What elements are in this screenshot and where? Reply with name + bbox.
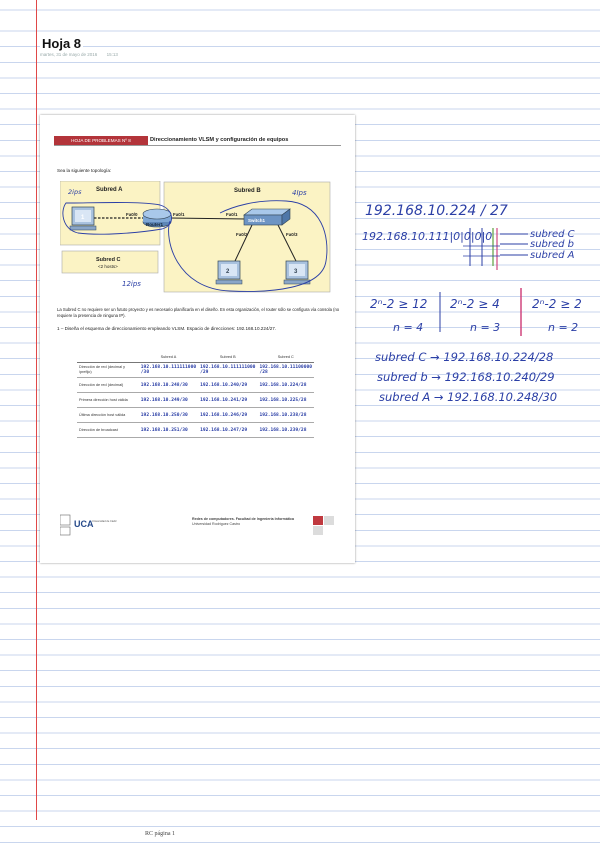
note-result-a: subred A → 192.168.10.248/30 — [379, 390, 558, 404]
note-arrow-b: subred b — [530, 239, 575, 250]
table-cell: 192.168.10.251/30 — [139, 423, 198, 438]
row-label: Dirección de broadcast — [77, 423, 139, 438]
note-eq3: 2ⁿ-2 ≥ 2 — [532, 297, 582, 311]
note-eq1: 2ⁿ-2 ≥ 12 — [370, 297, 428, 311]
doc-header-title: Direccionamiento VLSM y configuración de equipos — [150, 137, 289, 143]
port-fa02: Fa0/2 — [236, 232, 248, 237]
note-n3: n = 2 — [548, 321, 579, 334]
table-header-cell: Subred A — [139, 352, 198, 363]
port-fa00: Fa0/0 — [126, 212, 138, 217]
note-n1: n = 4 — [393, 321, 424, 334]
page-footer: RC página 1 — [145, 831, 175, 837]
table-cell: 192.168.10.246/29 — [198, 408, 257, 423]
table-row — [77, 393, 314, 408]
note-subred-b-ips: 4Ips — [292, 189, 307, 197]
table-header-cell — [77, 352, 139, 363]
note-network: 192.168.10.224 / 27 — [365, 203, 508, 219]
brand-subtitle: Universidad de Cádiz — [92, 520, 117, 523]
doc-header-rule — [54, 145, 341, 146]
switch-icon — [244, 209, 290, 225]
table-cell: 192.168.10.239/28 — [257, 423, 314, 438]
doc-task: 1 – Diseña el esquema de direccionamiento empleando VLSM. Espacio de direcciones: 192.168.10.224/27. — [57, 326, 277, 331]
note-subred-c-ips: 12ips — [122, 280, 141, 288]
row-label: Dirección de red (decimal) — [77, 378, 139, 393]
note-n2: n = 3 — [470, 321, 501, 334]
note-arrow-a: subred A — [530, 250, 575, 261]
table-cell: 192.168.10.11100000 /28 — [257, 363, 314, 378]
table-cell: 192.168.10.250/30 — [139, 408, 198, 423]
table-row — [77, 408, 314, 423]
pc3-icon — [284, 261, 310, 284]
note-subred-a-ips: 2ips — [68, 188, 82, 196]
footnote-line-1: Redes de computadores. Facultad de Ingeniería Informática — [192, 517, 295, 521]
note-eq2: 2ⁿ-2 ≥ 4 — [450, 297, 500, 311]
table-cell: 192.168.10.247/29 — [198, 423, 257, 438]
pc1-icon — [70, 207, 96, 230]
university-logo — [60, 513, 120, 537]
note-binary: 192.168.10.111|0|0|0|0 — [362, 230, 493, 243]
pc2-icon — [216, 261, 242, 284]
note-result-b: subred b → 192.168.10.240/29 — [377, 370, 555, 384]
row-label: Dirección de red (decimal y /prefijo) — [77, 363, 139, 378]
pc2-label: 2 — [226, 269, 230, 275]
page-margin-line — [36, 0, 37, 820]
page-date: martes, 31 de mayo de 2016 — [40, 52, 98, 57]
table-row — [77, 363, 314, 378]
table-row — [77, 423, 314, 438]
page-title: Hoja 8 — [42, 36, 82, 51]
page-meta — [40, 52, 126, 57]
doc-header-label: HOJA DE PROBLEMAS Nº 8 — [54, 136, 148, 145]
page-time: 15:13 — [106, 52, 118, 57]
network-topology — [60, 181, 332, 296]
row-label: Primera dirección host válida — [77, 393, 139, 408]
label-subred-c-hosts: <2 hosts> — [98, 264, 118, 269]
table-row — [77, 378, 314, 393]
doc-intro: Sea la siguiente topología: — [57, 168, 112, 173]
table-cell: 192.168.10.111111000 /29 — [198, 363, 257, 378]
table-cell: 192.168.10.225/28 — [257, 393, 314, 408]
table-cell: 192.168.10.240/29 — [198, 378, 257, 393]
table-cell: 192.168.10.248/30 — [139, 378, 198, 393]
label-subred-c: Subred C — [96, 257, 121, 263]
note-arrow-c: subred C — [530, 229, 575, 240]
table-cell: 192.168.10.249/30 — [139, 393, 198, 408]
decor-square — [313, 516, 323, 525]
label-subred-b: Subred B — [234, 188, 261, 194]
pc3-label: 3 — [294, 269, 298, 275]
doc-paragraph: La Subred C no requiere ser un fututo proyecto y es necesario planificarla en el diseño. En esta organización, el router sólo se configura vía consola (no requiere la presencia de ninguna IP). — [57, 307, 340, 318]
table-cell: 192.168.10.238/28 — [257, 408, 314, 423]
addressing-table — [77, 352, 314, 438]
port-switch-fa01: Fa0/1 — [226, 212, 238, 217]
port-fa03: Fa0/3 — [286, 232, 298, 237]
table-header-cell: Subred C — [257, 352, 314, 363]
decor-square — [324, 516, 334, 525]
router-label: Router1 — [146, 222, 164, 227]
label-subred-a: Subred A — [96, 187, 123, 193]
router-icon — [143, 209, 171, 227]
brand-name: UCA — [74, 519, 94, 529]
row-label: Última dirección host válida — [77, 408, 139, 423]
doc-footnote — [192, 517, 294, 527]
table-cell: 192.168.10.224/28 — [257, 378, 314, 393]
table-header-row — [77, 352, 314, 363]
table-cell: 192.168.10.111111000 /30 — [139, 363, 198, 378]
embedded-document — [40, 115, 355, 563]
switch-label: Switch1 — [248, 218, 266, 223]
footnote-line-2: Universidad Rodríguez Castro — [192, 522, 241, 526]
note-result-c: subred C → 192.168.10.224/28 — [375, 350, 554, 364]
port-router-fa01: Fa0/1 — [173, 212, 185, 217]
decor-square — [313, 526, 323, 535]
table-header-cell: Subred B — [198, 352, 257, 363]
pc1-label: 1 — [81, 215, 85, 221]
table-cell: 192.168.10.241/29 — [198, 393, 257, 408]
